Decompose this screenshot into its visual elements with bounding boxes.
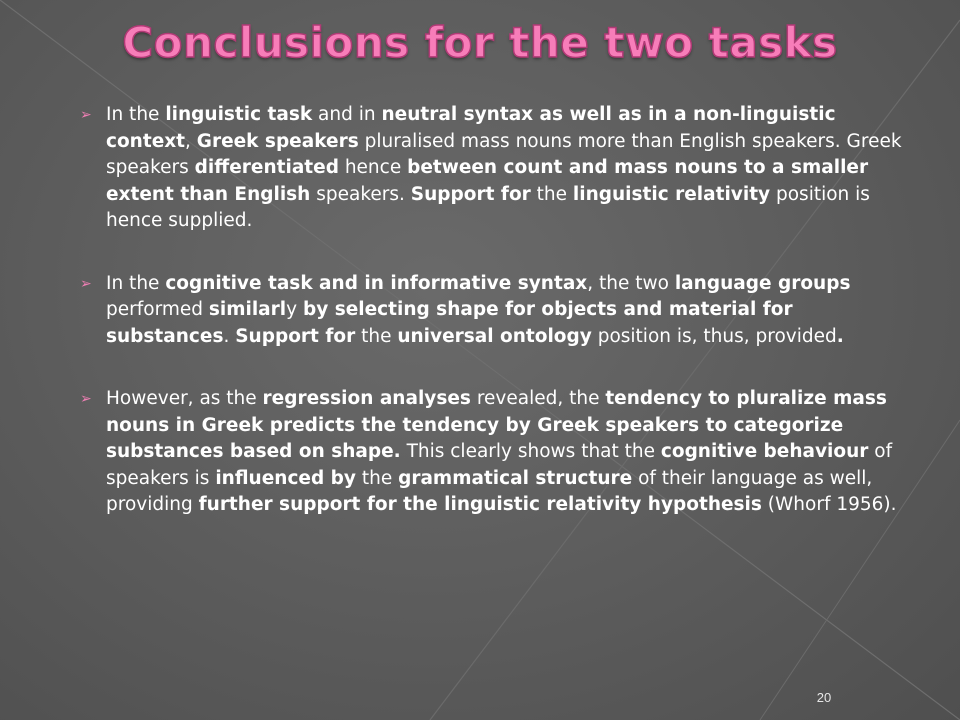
bullet-text (106, 273, 850, 347)
bold-text-run: universal ontology (397, 325, 592, 347)
text-run: the (355, 325, 398, 347)
bullet-text (106, 388, 897, 515)
bold-text-run: similarl (208, 299, 287, 320)
text-run: of their language as well, providing (106, 467, 873, 515)
page-number: 20 (816, 690, 832, 705)
text-run: , the two (587, 272, 675, 294)
bold-text-run: regression analyses (262, 388, 471, 409)
bold-text-run: cognitive task and in informative syntax (165, 272, 588, 294)
arrowhead-right-icon: ➢ (80, 275, 92, 292)
text-run: In the (106, 272, 166, 294)
text-run: of speakers is (106, 441, 893, 489)
text-run: the (355, 467, 399, 489)
bullet-item (72, 102, 902, 235)
bold-text-run: neutral syntax as well as in a non-linguistic context (106, 104, 836, 152)
text-run: . (223, 325, 236, 347)
slide-title: Conclusions for the two tasks (122, 18, 838, 67)
text-run: pluralised mass nouns more than English speakers. Greek speakers (106, 130, 902, 178)
arrowhead-right-icon: ➢ (80, 107, 92, 123)
text-run: performed (106, 299, 209, 320)
text-run: This clearly shows that the (400, 441, 661, 462)
bullet-item (72, 386, 902, 519)
text-run: In the (106, 104, 166, 125)
text-run: , (185, 130, 197, 152)
arrowhead-right-icon: ➢ (80, 391, 92, 407)
bold-text-run: linguistic relativity (572, 183, 771, 205)
text-run: y (286, 299, 303, 320)
bold-text-run: Support for (410, 183, 531, 205)
text-run: revealed, the (470, 388, 606, 409)
bold-text-run: by selecting shape for objects and material for substances (106, 299, 793, 347)
bullet-text (106, 104, 902, 231)
text-run: and in (312, 104, 382, 125)
bold-text-run: linguistic task (165, 104, 313, 125)
bold-text-run: tendency to pluralize mass nouns in Greek predicts the tendency by Greek speakers to categorize substances based on shape. (106, 388, 887, 462)
bold-text-run: further support for the linguistic relativity hypothesis (198, 494, 762, 515)
bullet-list (72, 102, 902, 555)
bold-text-run: influenced by (215, 467, 356, 489)
text-run: However, as the (106, 388, 263, 409)
text-run: position is hence supplied. (106, 183, 870, 231)
bold-text-run: . (836, 325, 844, 347)
bold-text-run: between count and mass nouns to a smaller extent than English (106, 157, 869, 205)
bold-text-run: Greek speakers (196, 130, 359, 152)
text-run: the (530, 183, 573, 205)
bullet-item (72, 271, 902, 351)
text-run: speakers. (310, 183, 411, 205)
bold-text-run: cognitive behaviour (660, 441, 869, 462)
text-run: position is, thus, provided (591, 325, 837, 347)
bold-text-run: language groups (674, 272, 851, 294)
text-run: (Whorf 1956). (761, 494, 897, 515)
bold-text-run: differentiated (194, 157, 339, 178)
bold-text-run: grammatical structure (398, 467, 633, 489)
text-run: hence (338, 157, 408, 178)
bold-text-run: Support for (235, 325, 356, 347)
